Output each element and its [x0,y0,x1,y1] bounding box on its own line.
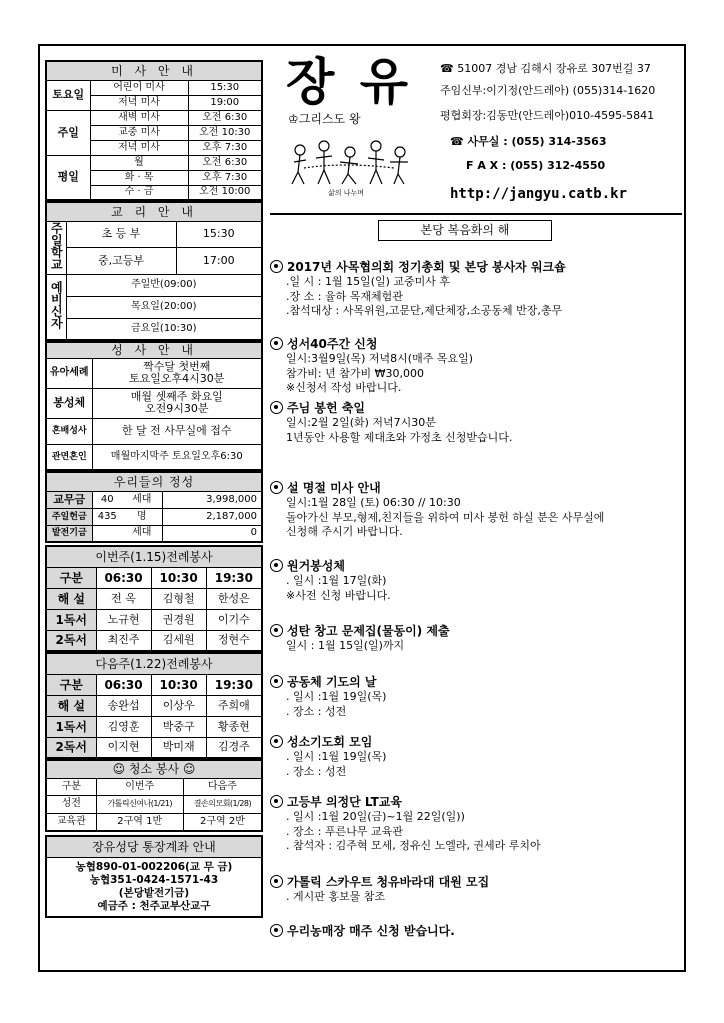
mass-time: 15:30 [188,80,262,95]
catechism-table [45,201,263,341]
col-header: 06:30 [96,567,151,588]
notice-detail: . 일시 :1월 17일(화) [286,574,387,587]
notice-title [270,623,682,639]
cleaning-group: 결손의모회(1/28) [183,795,262,813]
notice-item [270,794,682,854]
notice-title-text: 2017년 사목협의회 정기총회 및 본당 봉사자 워크숍 [287,260,566,274]
sunday-school-label: 주일학교 [46,221,66,274]
office-line [450,135,606,149]
class-time: 목요일(20:00) [66,296,262,318]
notice-detail: 일시:2월 2일(화) 저녁7시30분 [286,416,436,429]
role-label: 2독서 [46,737,96,758]
server-name: 황종현 [206,716,262,737]
col-header: 10:30 [151,674,206,695]
notice-title-text: 주님 봉헌 축일 [287,401,365,415]
notice-title-text: 성소기도회 모임 [287,735,373,749]
server-name: 김형철 [151,588,206,609]
notice-detail: 참가비: 년 참가비 ₩30,000 [286,366,424,380]
notice-item [270,400,682,445]
parish-year-theme: 본당 복음화의 해 [378,220,552,241]
fax-line: F A X : (055) 312-4550 [466,159,606,172]
cleaning-header: ☺ 청소 봉사 ☺ [46,760,262,778]
mass-schedule-table [45,60,263,201]
bullet-icon [270,260,283,273]
mass-time: 오전 6:30 [188,155,262,170]
server-name: 김영훈 [96,716,151,737]
service-this-header: 이번주(1.15)전례봉사 [46,546,262,567]
server-name: 이기수 [206,609,262,630]
offering-label: 교무금 [46,491,92,508]
notice-title-text: 공동체 기도의 날 [287,675,377,689]
col-header: 이번주 [96,778,183,795]
parish-logo-illustration [284,132,414,198]
server-name: 김세원 [151,630,206,651]
mass-item: 화 · 목 [90,170,188,185]
sacrament-text: 짝수달 첫번째 토요일오후4시30분 [92,358,262,388]
notice-detail: . 일시 :1월 19일(목) [286,750,387,763]
offering-amount: 3,998,000 [162,491,262,508]
notice-title-text: 성서40주간 신청 [287,337,378,351]
website-url[interactable]: http://jangyu.catb.kr [450,186,628,202]
offering-count: 435 [92,508,122,525]
notice-detail: ※신청서 작성 바랍니다. [286,381,402,394]
server-name: 한성은 [206,588,262,609]
mass-day-saturday: 토요일 [46,80,90,110]
bullet-icon [270,337,283,350]
header-divider [270,213,682,215]
cleaning-group: 2구역 2반 [183,813,262,831]
sacrament-label: 관면혼인 [46,444,92,470]
bullet-icon [270,401,283,414]
mass-item: 새벽 미사 [90,110,188,125]
notice-detail: 일시 : 1월 15일(일)까지 [286,639,405,652]
cleaning-group: 2구역 1반 [96,813,183,831]
notice-title [270,734,682,750]
offering-amount: 2,187,000 [162,508,262,525]
parish-title: 장 유 [286,52,413,111]
notice-title [270,480,682,496]
mass-time: 오전 10:30 [188,125,262,140]
account-line: (본당밭전기금) [118,886,190,899]
notice-title [270,259,682,275]
class-time: 15:30 [176,221,262,248]
class-name: 중,고등부 [66,248,176,275]
col-header: 10:30 [151,567,206,588]
catechism-header: 교 리 안 내 [46,202,262,221]
col-header: 구분 [46,567,96,588]
offering-unit: 명 [122,508,162,525]
notice-title-text: 가톨릭 스카우트 청유바라대 대원 모집 [287,875,490,889]
cleaning-table [45,759,263,832]
bullet-icon [270,735,283,748]
offering-table [45,471,263,543]
notice-detail: . 게시판 홍보물 참조 [286,890,385,903]
notice-detail: .일 시 : 1월 15일(일) 교중미사 후 [286,275,451,288]
server-name: 주희애 [206,695,262,716]
location-icon: ☎ [440,62,454,75]
notice-item [270,734,682,779]
mass-time: 오전 6:30 [188,110,262,125]
col-header: 다음주 [183,778,262,795]
mass-item: 어린이 미사 [90,80,188,95]
offering-unit: 세대 [122,491,162,508]
mass-time: 19:00 [188,95,262,110]
pastor-line: 주임신부:이기정(안드레아) (055)314-1620 [440,84,656,97]
notice-item [270,674,682,719]
role-label: 해 설 [46,695,96,716]
area-label: 성전 [46,795,96,813]
address-line [440,62,651,76]
notice-detail: 일시:1월 28일 (토) 06:30 // 10:30 [286,496,461,509]
server-name: 박미재 [151,737,206,758]
notice-detail: . 일시 :1월 19일(목) [286,690,387,703]
notice-detail: 돌아가신 부모,형제,친지들을 위하여 미사 봉헌 하실 분은 사무실에 [286,510,605,524]
office-text: 사무실 : (055) 314-3563 [467,135,607,148]
notice-title [270,794,682,810]
notice-title [270,674,682,690]
bullet-icon [270,875,283,888]
server-name: 김경주 [206,737,262,758]
account-header: 장유성당 통장계좌 안내 [46,836,262,857]
notice-detail: . 참석자 : 김주혁 모세, 정유신 노엘라, 권세라 루치아 [286,839,541,852]
notice-title-text: 고등부 의정단 LT교육 [287,795,402,809]
sacrament-table [45,341,263,471]
offering-label: 밭전기금 [46,525,92,542]
logo-caption: 삶의 나누며 [328,189,365,197]
offering-count [92,525,122,542]
service-next-header: 다음주(1.22)전례봉사 [46,653,262,674]
phone-icon: ☎ [450,135,464,148]
mass-header: 미 사 안 내 [46,61,262,80]
notice-detail: ※사전 신청 바랍니다. [286,588,391,602]
server-name: 이지현 [96,737,151,758]
mass-day-weekday: 평일 [46,155,90,200]
notice-item [270,558,682,603]
sacrament-header: 성 사 안 내 [46,342,262,358]
notice-detail: . 장소 : 성전 [286,764,347,778]
account-line: 농협351-0424-1571-43 [89,873,219,886]
notice-detail: . 일시 :1월 20일(금)~1월 22일(일)) [286,810,465,823]
role-label: 해 설 [46,588,96,609]
mass-item: 수 · 금 [90,185,188,200]
col-header: 구분 [46,674,96,695]
notice-detail: 일시:3월9일(목) 저녁8시(매주 목요일) [286,352,473,365]
mass-day-sunday: 주일 [46,110,90,155]
mass-item: 저녁 미사 [90,140,188,155]
notice-item [270,874,682,905]
notice-title [270,400,682,416]
account-line: 농협890-01-002206(교 무 금) [75,860,233,873]
precatechumen-label: 예비신자 [46,274,66,340]
notice-title-text: 원거봉성체 [287,559,345,573]
mass-item: 교중 미사 [90,125,188,140]
offering-unit: 세대 [122,525,162,542]
role-label: 2독서 [46,630,96,651]
mass-time: 오후 7:30 [188,140,262,155]
col-header: 19:30 [206,674,262,695]
account-info [46,857,262,917]
notice-title [270,336,682,352]
class-time: 17:00 [176,248,262,275]
area-label: 교육관 [46,813,96,831]
offering-count: 40 [92,491,122,508]
sacrament-text: 한 달 전 사무실에 접수 [92,418,262,444]
notice-item [270,480,682,540]
account-holder: 예금주 : 천주교부산교구 [97,899,211,912]
notice-detail: 신청해 주시기 바랍니다. [286,525,403,538]
bullet-icon [270,481,283,494]
sacrament-label: 봉성체 [46,388,92,418]
class-name: 초 등 부 [66,221,176,248]
notice-detail: .장 소 : 율하 목재체험관 [286,289,403,303]
offering-label: 주일헌금 [46,508,92,525]
server-name: 박중구 [151,716,206,737]
col-header: 06:30 [96,674,151,695]
role-label: 1독서 [46,609,96,630]
notice-detail: . 장소 : 푸른나무 교육관 [286,824,403,838]
address-text: 51007 경남 김해시 장유로 307번길 37 [457,62,651,75]
service-this-week-table [45,545,263,652]
parish-subtitle: ♔그리스도 왕 [288,112,361,126]
council-line: 평협회장:김동만(안드레아)010-4595-5841 [440,109,655,122]
sacrament-text: 매월 셋째주 화요일 오전9시30분 [92,388,262,418]
server-name: 노규현 [96,609,151,630]
bullet-icon [270,624,283,637]
col-header: 19:30 [206,567,262,588]
bullet-icon [270,675,283,688]
mass-time: 오전 10:00 [188,185,262,200]
notice-title-text: 우리농매장 매주 신청 받습니다. [287,924,455,938]
server-name: 이상우 [151,695,206,716]
notice-title [270,923,682,939]
class-time: 주일반(09:00) [66,274,262,296]
bullet-icon [270,795,283,808]
server-name: 송완섭 [96,695,151,716]
server-name: 정현수 [206,630,262,651]
offering-amount: 0 [162,525,262,542]
sacrament-text: 매월마지막주 토요일오후6:30 [92,444,262,470]
bullet-icon [270,559,283,572]
server-name: 최진주 [96,630,151,651]
sacrament-label: 유아세례 [46,358,92,388]
sacrament-label: 혼배성사 [46,418,92,444]
server-name: 권경원 [151,609,206,630]
notice-detail: .참석대상 : 사목위원,고문단,제단체장,소공동체 반장,총무 [286,304,563,317]
right-column [270,48,682,968]
bullet-icon [270,924,283,937]
notice-item [270,259,682,319]
mass-item: 월 [90,155,188,170]
col-header: 구분 [46,778,96,795]
class-time: 금요일(10:30) [66,318,262,340]
notice-title-text: 설 명절 미사 안내 [287,481,381,495]
notice-item [270,623,682,654]
role-label: 1독서 [46,716,96,737]
notice-title-text: 성탄 창고 문제집(물동이) 제출 [287,624,450,638]
notice-detail: . 장소 : 성전 [286,704,347,718]
notice-item [270,923,682,939]
cleaning-group: 가톨릭신여나(1/21) [96,795,183,813]
service-next-week-table [45,652,263,759]
notice-detail: 1년동안 사용할 제대초와 가정초 신청받습니다. [286,430,513,444]
account-table [45,835,263,918]
mass-item: 저녁 미사 [90,95,188,110]
notice-title [270,874,682,890]
server-name: 전 옥 [96,588,151,609]
left-column [45,60,263,970]
offering-header: 우리들의 정성 [46,472,262,491]
notice-title [270,558,682,574]
notice-item [270,336,682,396]
mass-time: 오후 7:30 [188,170,262,185]
